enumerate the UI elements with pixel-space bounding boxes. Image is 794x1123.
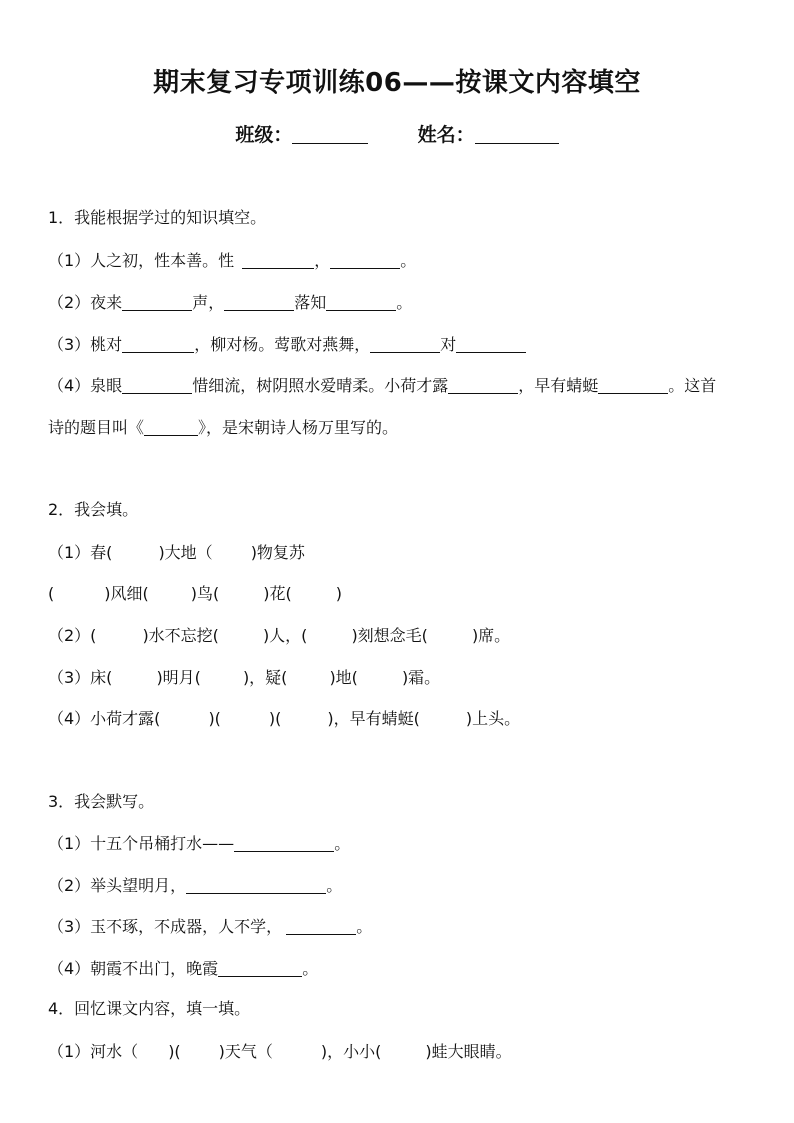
name-label: 姓名： bbox=[417, 124, 475, 146]
answer-blank[interactable] bbox=[330, 252, 400, 269]
answer-blank[interactable] bbox=[370, 336, 440, 353]
name-blank[interactable] bbox=[475, 124, 559, 144]
answer-blank[interactable] bbox=[598, 377, 668, 394]
answer-blank[interactable] bbox=[326, 294, 396, 311]
section-2-question-1-cont: ( )风细( )鸟( )花( ) bbox=[48, 584, 342, 603]
answer-blank[interactable] bbox=[122, 294, 192, 311]
section-3-question-1: （1）十五个吊桶打水—— 。 bbox=[48, 834, 351, 853]
answer-blank[interactable] bbox=[218, 960, 302, 977]
section-1-question-3: （3）桃对 ，柳对杨。莺歌对燕舞， 对 bbox=[48, 332, 526, 355]
answer-blank[interactable] bbox=[224, 294, 294, 311]
answer-blank[interactable] bbox=[456, 336, 526, 353]
section-4-question-1: （1）河水（ )( )天气（ )，小小( )蛙大眼睛。 bbox=[48, 1042, 512, 1061]
section-1-heading: 1．我能根据学过的知识填空。 bbox=[48, 208, 267, 227]
answer-blank[interactable] bbox=[234, 835, 334, 852]
section-2-heading: 2．我会填。 bbox=[48, 500, 139, 519]
class-label: 班级： bbox=[235, 124, 293, 146]
section-3-heading: 3．我会默写。 bbox=[48, 792, 155, 811]
section-2-question-1: （1）春( )大地（ )物复苏 bbox=[48, 543, 305, 562]
answer-blank[interactable] bbox=[448, 377, 518, 394]
section-4-heading: 4．回忆课文内容，填一填。 bbox=[48, 999, 251, 1018]
section-1-question-4-cont: 诗的题目叫《 》，是宋朝诗人杨万里写的。 bbox=[48, 418, 399, 437]
section-2-question-3: （3）床( )明月( )，疑( )地( )霜。 bbox=[48, 668, 441, 687]
class-blank[interactable] bbox=[292, 124, 368, 144]
section-3-question-4: （4）朝霞不出门，晚霞 。 bbox=[48, 959, 319, 978]
section-1-question-2: （2）夜来 声， 落知 。 bbox=[48, 293, 413, 312]
section-1-question-4: （4）泉眼 惜细流，树阴照水爱晴柔。小荷才露 ，早有蜻蜓 。这首 bbox=[48, 376, 717, 395]
answer-blank[interactable] bbox=[122, 377, 192, 394]
answer-blank[interactable] bbox=[122, 336, 194, 353]
section-2-question-4: （4）小荷才露( )( )( )，早有蜻蜓( )上头。 bbox=[48, 709, 521, 728]
section-2-question-2: （2）( )水不忘挖( )人，( )刻想念毛( )席。 bbox=[48, 626, 511, 645]
answer-blank[interactable] bbox=[186, 877, 326, 894]
section-1-question-1: （1）人之初，性本善。性 ， 。 bbox=[48, 251, 417, 270]
section-3-question-2: （2）举头望明月， 。 bbox=[48, 876, 343, 895]
page-title: 期末复习专项训练06——按课文内容填空 bbox=[153, 68, 641, 98]
section-3-question-3: （3）玉不琢，不成器，人不学， 。 bbox=[48, 917, 373, 936]
answer-blank[interactable] bbox=[286, 918, 356, 935]
answer-blank[interactable] bbox=[242, 252, 314, 269]
answer-blank[interactable] bbox=[144, 419, 198, 436]
student-info bbox=[0, 120, 794, 147]
